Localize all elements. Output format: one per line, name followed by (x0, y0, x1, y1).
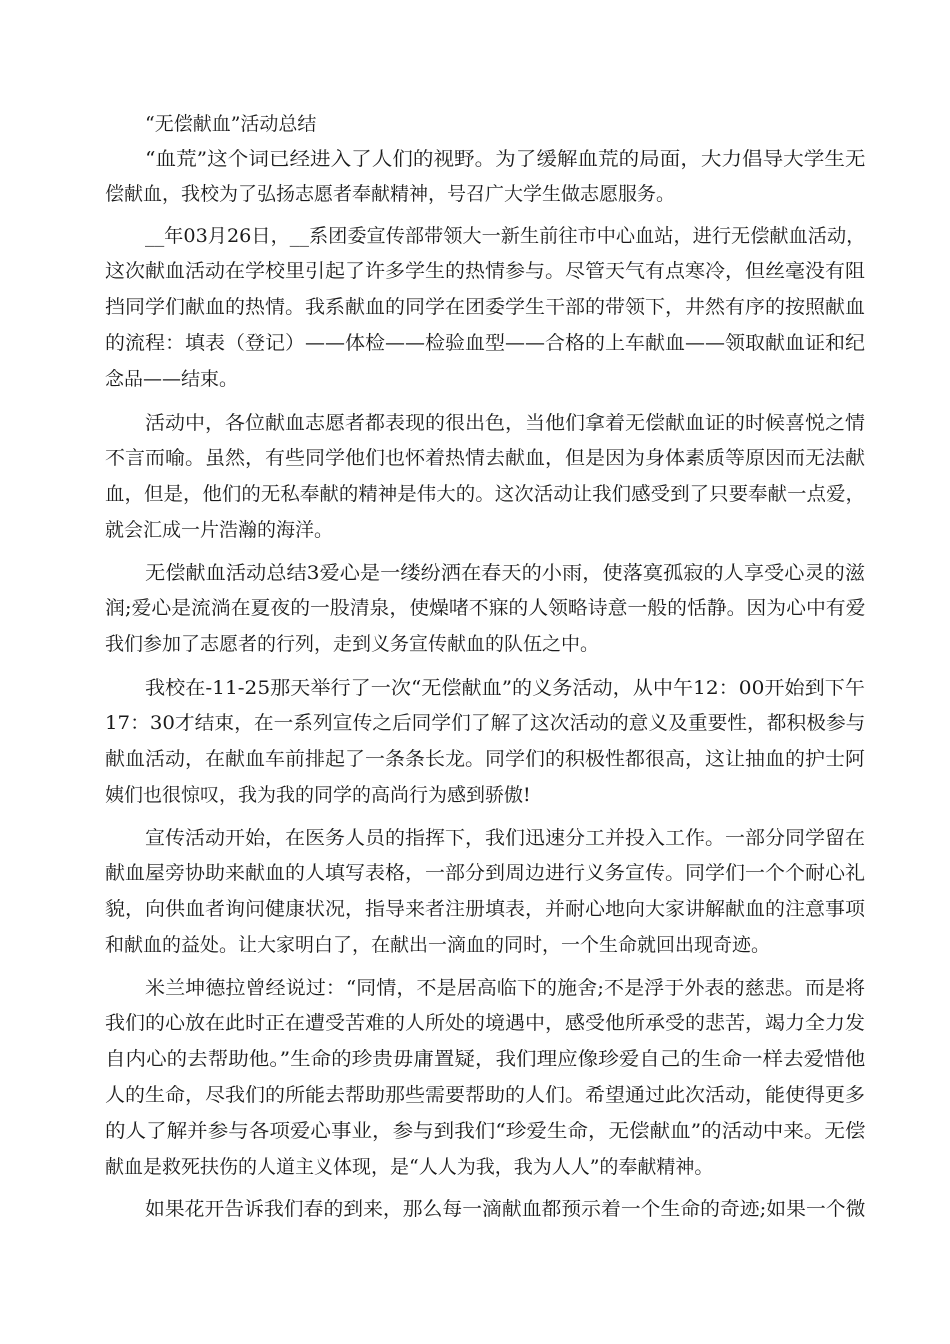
text-line: 人的生命，尽我们的所能去帮助那些需要帮助的人们。希望通过此次活动，能使得更多 (105, 1084, 865, 1106)
text-line: 念品——结束。 (105, 368, 239, 390)
text-line: 献血是救死扶伤的人道主义体现，是“人人为我，我为人人”的奉献精神。 (105, 1156, 714, 1178)
text-line: 姨们也很惊叹，我为我的同学的高尚行为感到骄傲! (105, 784, 531, 806)
text-line: __年03月26日，__系团委宣传部带领大一新生前往市中心血站，进行无偿献血活动， (145, 225, 866, 247)
text-line: 如果花开告诉我们春的到来，那么每一滴献血都预示着一个生命的奇迹;如果一个微 (145, 1198, 866, 1220)
text-line: 宣传活动开始，在医务人员的指挥下，我们迅速分工并投入工作。一部分同学留在 (145, 827, 865, 849)
text-line: 润;爱心是流淌在夏夜的一股清泉，使燥啫不寐的人领略诗意一般的恬静。因为心中有爱 (105, 597, 866, 619)
text-line: 无偿献血活动总结3爱心是一缕纷洒在春天的小雨，使落寞孤寂的人享受心灵的滋 (145, 562, 866, 584)
text-line: 我们的心放在此时正在遭受苦难的人所处的境遇中，感受他所承受的悲苦，竭力全力发 (105, 1012, 865, 1034)
text-line: 自内心的去帮助他。”生命的珍贵毋庸置疑，我们理应像珍爱自己的生命一样去爱惜他 (105, 1048, 866, 1070)
text-line: “血荒”这个词已经进入了人们的视野。为了缓解血荒的局面，大力倡导大学生无 (145, 148, 866, 170)
text-line: 这次献血活动在学校里引起了许多学生的热情参与。尽管天气有点寒冷，但丝毫没有阻 (105, 260, 865, 282)
text-line: 的人了解并参与各项爱心事业，参与到我们“珍爱生命，无偿献血”的活动中来。无偿 (105, 1120, 866, 1142)
text-line: 和献血的益处。让大家明白了，在献出一滴血的同时，一个生命就回出现奇迹。 (105, 934, 771, 956)
text-line: 我校在-11-25那天举行了一次“无偿献血”的义务活动，从中午12：00开始到下午 (145, 677, 865, 699)
text-line: 血，但是，他们的无私奉献的精神是伟大的。这次活动让我们感受到了只要奉献一点爱， (105, 483, 865, 505)
text-line: 17：30才结束，在一系列宣传之后同学们了解了这次活动的意义及重要性，都积极参与 (105, 712, 866, 734)
text-line: 我们参加了志愿者的行列，走到义务宣传献血的队伍之中。 (105, 633, 600, 655)
text-line: 的流程：填表（登记）——体检——检验血型——合格的上车献血——领取献血证和纪 (105, 332, 865, 354)
text-line: 挡同学们献血的热情。我系献血的同学在团委学生干部的带领下，井然有序的按照献血 (105, 296, 865, 318)
document-title: “无偿献血”活动总结 (145, 113, 317, 135)
text-line: 就会汇成一片浩瀚的海洋。 (105, 519, 334, 541)
text-line: 献血屋旁协助来献血的人填写表格，一部分到周边进行义务宣传。同学们一个个耐心礼 (105, 862, 865, 884)
text-line: 偿献血，我校为了弘扬志愿者奉献精神，号召广大学生做志愿服务。 (105, 183, 676, 205)
text-line: 貌，向供血者询问健康状况，指导来者注册填表，并耐心地向大家讲解献血的注意事项 (105, 898, 865, 920)
text-line: 活动中，各位献血志愿者都表现的很出色，当他们拿着无偿献血证的时候喜悦之情 (145, 412, 865, 434)
text-line: 米兰坤德拉曾经说过：“同情，不是居高临下的施舍;不是浮于外表的慈悲。而是将 (145, 977, 866, 999)
text-line: 献血活动，在献血车前排起了一条条长龙。同学们的积极性都很高，这让抽血的护士阿 (105, 748, 865, 770)
text-line: 不言而喻。虽然，有些同学他们也怀着热情去献血，但是因为身体素质等原因而无法献 (105, 447, 865, 469)
